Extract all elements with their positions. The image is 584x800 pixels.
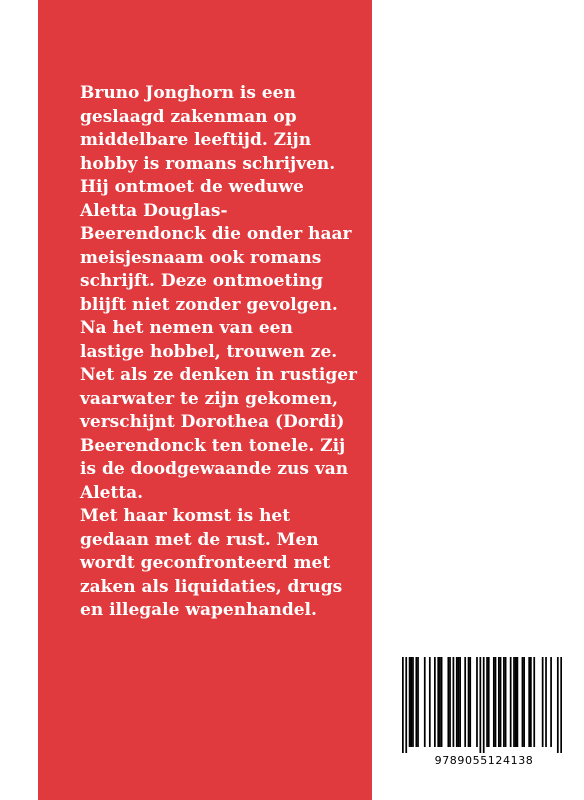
barcode-bar bbox=[533, 657, 535, 747]
barcode-bar bbox=[429, 657, 431, 747]
barcode-bar bbox=[500, 657, 502, 747]
barcode-bar bbox=[424, 657, 426, 747]
barcode-bar bbox=[515, 657, 517, 747]
barcode-bar bbox=[486, 657, 488, 747]
barcode-bar bbox=[410, 657, 412, 747]
barcode-bar bbox=[498, 657, 500, 747]
barcode-bar bbox=[437, 657, 439, 747]
blurb-line: Na het nemen van een bbox=[80, 318, 293, 338]
barcode-bar bbox=[439, 657, 441, 747]
barcode-number: 9789055124138 bbox=[434, 754, 534, 767]
blurb-line: is de doodgewaande zus van bbox=[80, 459, 349, 479]
barcode-bar bbox=[523, 657, 525, 747]
blurb-line: meisjesnaam ook romans bbox=[80, 247, 322, 268]
blurb-line: schrijft. Deze ontmoeting bbox=[80, 271, 324, 291]
barcode-bar bbox=[557, 657, 559, 753]
barcode-bar bbox=[510, 657, 512, 747]
blurb-line: Met haar komst is het bbox=[80, 506, 291, 526]
blurb-line: geslaagd zakenman op bbox=[80, 106, 297, 127]
barcode-bar bbox=[488, 657, 490, 747]
barcode-bar bbox=[456, 657, 458, 747]
barcode-bar bbox=[409, 657, 411, 747]
barcode-bar bbox=[476, 657, 478, 747]
barcode-bar bbox=[495, 657, 497, 747]
blurb-line: Beerendonck ten tonele. Zij bbox=[80, 435, 346, 456]
barcode-bar bbox=[434, 657, 436, 747]
blurb-line: wordt geconfronteerd met bbox=[80, 553, 331, 573]
barcode-bar bbox=[464, 657, 466, 747]
blurb-text bbox=[80, 82, 370, 623]
blurb-line: Aletta Douglas- bbox=[80, 200, 228, 221]
barcode-bar bbox=[447, 657, 449, 747]
barcode-bar bbox=[483, 657, 485, 753]
barcode-bar bbox=[545, 657, 547, 747]
blurb-line: Aletta. bbox=[80, 482, 144, 503]
barcode-bar bbox=[503, 657, 505, 747]
barcode-bar bbox=[542, 657, 544, 747]
blurb-line: zaken als liquidaties, drugs bbox=[80, 576, 343, 597]
barcode bbox=[396, 657, 566, 767]
barcode-bar bbox=[479, 657, 481, 753]
barcode-bar bbox=[468, 657, 470, 747]
barcode-bar bbox=[441, 657, 443, 747]
barcode-bar bbox=[493, 657, 495, 747]
barcode-bar bbox=[522, 657, 524, 747]
blurb-line: Beerendonck die onder haar bbox=[80, 224, 352, 244]
barcode-bar bbox=[560, 657, 562, 753]
blurb-line: blijft niet zonder gevolgen. bbox=[80, 294, 338, 315]
barcode-bar bbox=[469, 657, 471, 747]
blurb-line: Net als ze denken in rustiger bbox=[80, 365, 358, 385]
blurb-line: verschijnt Dorothea (Dordi) bbox=[80, 412, 345, 432]
barcode-bar bbox=[530, 657, 532, 747]
blurb-line: vaarwater te zijn gekomen, bbox=[80, 388, 339, 409]
barcode-bar bbox=[412, 657, 414, 747]
blurb-line: middelbare leeftijd. Zijn bbox=[80, 130, 312, 150]
blurb-line: Bruno Jonghorn is een bbox=[80, 83, 296, 103]
blurb-line: lastige hobbel, trouwen ze. bbox=[80, 341, 338, 362]
barcode-bar bbox=[528, 657, 530, 747]
barcode-bar bbox=[405, 657, 407, 753]
barcode-bar bbox=[453, 657, 455, 747]
blurb-line: gedaan met de rust. Men bbox=[80, 529, 319, 550]
barcode-bar bbox=[550, 657, 552, 747]
barcode-bar bbox=[417, 657, 419, 747]
barcode-bar bbox=[402, 657, 404, 753]
barcode-bar bbox=[517, 657, 519, 747]
barcode-bar bbox=[459, 657, 461, 747]
blurb-line: hobby is romans schrijven. bbox=[80, 153, 336, 174]
blurb-line: en illegale wapenhandel. bbox=[80, 600, 317, 620]
barcode-bar bbox=[505, 657, 507, 747]
blurb-line: Hij ontmoet de weduwe bbox=[80, 177, 304, 197]
barcode-bar bbox=[458, 657, 460, 747]
barcode-bar bbox=[415, 657, 417, 747]
barcode-bar bbox=[513, 657, 515, 747]
barcode-bars bbox=[402, 657, 562, 753]
barcode-bar bbox=[449, 657, 451, 747]
